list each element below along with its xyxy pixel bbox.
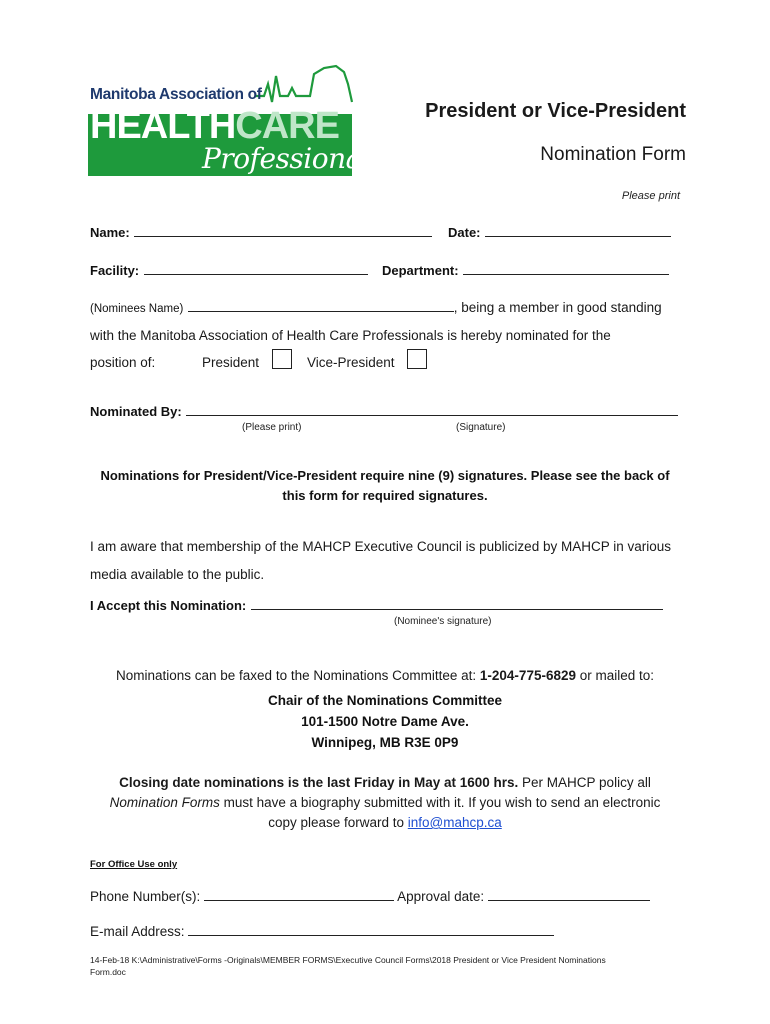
email-row	[90, 923, 554, 939]
please-print-caption: (Please print)	[242, 422, 302, 433]
nominator-signature-field[interactable]	[400, 403, 678, 416]
footer-line2: Form.doc	[90, 967, 126, 977]
nominee-tail: , being a member in good standing	[453, 300, 662, 315]
nominee-row	[90, 299, 662, 317]
email-address-label: E-mail Address:	[90, 924, 185, 939]
nominated-by-field[interactable]	[186, 403, 408, 416]
signatures-notice-line2: this form for required signatures.	[282, 488, 488, 503]
phone-label: Phone Number(s):	[90, 889, 201, 904]
approval-date-field[interactable]	[488, 888, 650, 901]
vice-president-checkbox[interactable]	[407, 349, 427, 369]
heartbeat-icon	[256, 66, 352, 102]
department-field[interactable]	[463, 262, 669, 275]
name-row	[90, 224, 432, 242]
name-label: Name:	[90, 225, 130, 240]
email-link[interactable]: info@mahcp.ca	[407, 815, 502, 830]
date-label: Date:	[448, 225, 481, 240]
logo-line3: Professionals	[202, 142, 385, 175]
address-line2: 101-1500 Notre Dame Ave.	[301, 714, 469, 729]
submission-tail: or mailed to:	[575, 668, 655, 683]
awareness-line1: I am aware that membership of the MAHCP Executive Council is publicized by MAHCP in various	[90, 539, 671, 554]
logo-care: CARE	[235, 105, 339, 147]
facility-row	[90, 262, 368, 280]
awareness-line2: media available to the public.	[90, 567, 265, 582]
position-label: position of:	[90, 355, 156, 370]
nominated-by-row	[90, 403, 408, 421]
office-use-heading: For Office Use only	[90, 859, 178, 870]
closing-paragraph	[40, 773, 730, 833]
form-title: President or Vice-President	[425, 100, 686, 122]
signatures-notice-line1: Nominations for President/Vice-President require nine (9) signatures. Please see the back of	[100, 468, 670, 483]
fax-number: 1-204-775-6829	[479, 668, 576, 683]
closing-line1	[40, 773, 730, 793]
logo-health: HEALTH	[90, 105, 236, 147]
forward-text: copy please forward to	[268, 815, 408, 830]
facility-field[interactable]	[144, 262, 368, 275]
department-label: Department:	[382, 263, 459, 278]
name-field[interactable]	[134, 224, 432, 237]
accept-label: I Accept this Nomination:	[90, 598, 247, 613]
date-row	[448, 224, 671, 242]
facility-label: Facility:	[90, 263, 140, 278]
signature-caption: (Signature)	[456, 422, 506, 433]
form-subtitle: Nomination Form	[540, 144, 686, 165]
mailing-address	[40, 690, 730, 753]
accept-signature-field[interactable]	[251, 597, 663, 610]
nominated-by-label: Nominated By:	[90, 404, 182, 419]
submission-line	[40, 668, 730, 683]
file-path-footer	[90, 954, 690, 978]
logo-line1: Manitoba Association of	[90, 86, 262, 103]
nominator-signature-line	[400, 403, 678, 421]
signatures-notice	[60, 466, 710, 506]
nominee-label: (Nominees Name)	[90, 303, 184, 315]
closing-date-text: Closing date nominations is the last Friday in May at 1600 hrs.	[119, 775, 519, 790]
date-field[interactable]	[485, 224, 671, 237]
nomination-statement: with the Manitoba Association of Health Care Professionals is hereby nominated for the	[90, 328, 611, 343]
nominee-field[interactable]	[188, 299, 454, 312]
submission-lead: Nominations can be faxed to the Nominations Committee at:	[115, 668, 480, 683]
phone-row	[90, 888, 650, 904]
footer-line1: 14-Feb-18 K:\Administrative\Forms -Originals\MEMBER FORMS\Executive Council Forms\2018 President or Vice President Nominations	[90, 955, 606, 965]
address-line3: Winnipeg, MB R3E 0P9	[311, 735, 459, 750]
address-line1: Chair of the Nominations Committee	[267, 693, 502, 708]
nomination-forms-text: Nomination Forms	[109, 795, 220, 810]
department-row	[382, 262, 669, 280]
closing-policy-text: Per MAHCP policy all	[518, 775, 651, 790]
approval-label: Approval date:	[397, 889, 485, 904]
biography-text: must have a biography submitted with it. If you wish to send an electronic	[219, 795, 661, 810]
logo-line2	[90, 106, 339, 146]
email-address-field[interactable]	[188, 923, 554, 936]
closing-line3	[40, 813, 730, 833]
president-checkbox[interactable]	[272, 349, 292, 369]
vice-president-option-label: Vice-President	[307, 355, 395, 370]
accept-row	[90, 597, 663, 615]
nominee-signature-caption: (Nominee's signature)	[394, 616, 492, 627]
closing-line2	[40, 793, 730, 813]
awareness-paragraph	[90, 533, 671, 589]
mahcp-logo	[88, 62, 385, 180]
please-print-note: Please print	[621, 190, 680, 202]
president-option-label: President	[202, 355, 260, 370]
phone-field[interactable]	[204, 888, 394, 901]
